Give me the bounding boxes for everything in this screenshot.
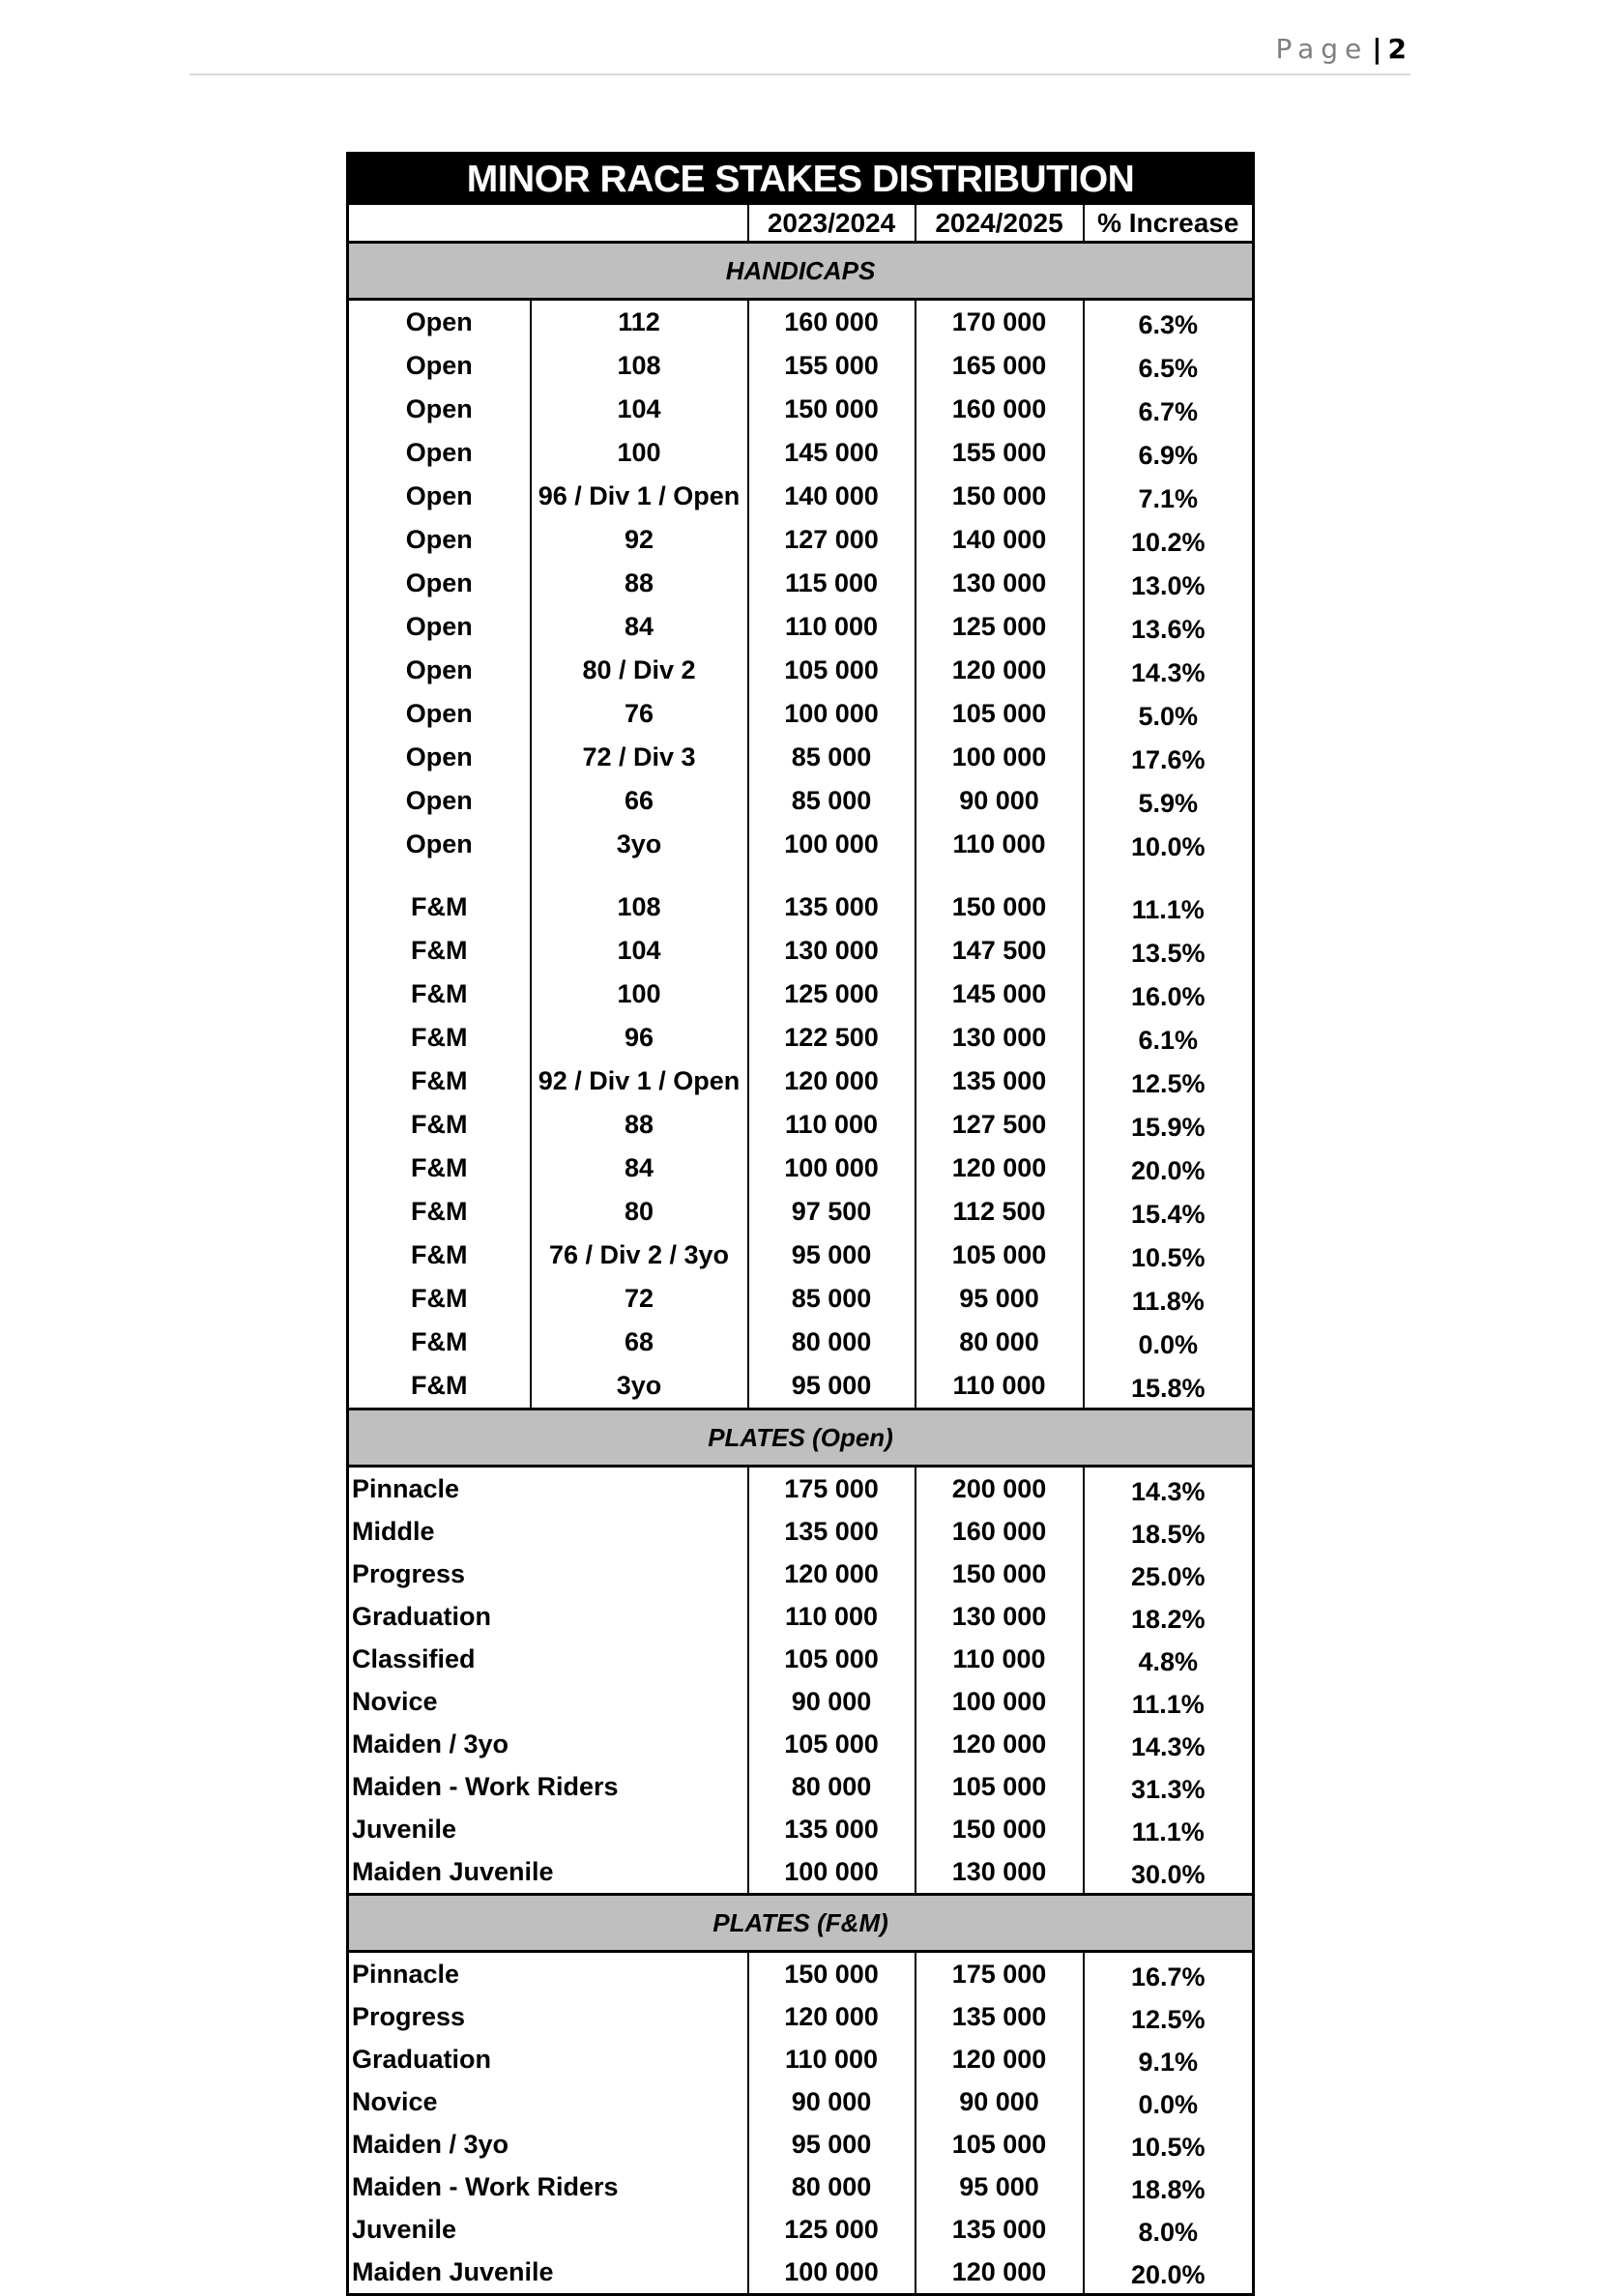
- stake-2023-2024-cell: 95 000: [748, 1234, 916, 1277]
- table-body: [348, 154, 1254, 2295]
- plate-row-fm: [348, 2208, 1254, 2251]
- plate-name-cell: Progress: [352, 1559, 466, 1588]
- rating-cell: 108: [531, 886, 748, 929]
- plate-row-fm: [348, 2251, 1254, 2295]
- stakes-distribution-table: [346, 152, 1255, 2296]
- stake-2023-2024-cell: 80 000: [748, 1321, 916, 1364]
- stake-2024-2025-cell: 150 000: [916, 475, 1084, 518]
- race-type-cell: F&M: [411, 1066, 468, 1095]
- race-type-cell: Open: [405, 699, 473, 728]
- race-type-cell: F&M: [411, 1327, 468, 1356]
- handicap-row-open: [348, 388, 1254, 431]
- handicap-row-open: [348, 823, 1254, 866]
- plate-row-fm: [348, 1995, 1254, 2038]
- rating-cell: 92 / Div 1 / Open: [531, 1060, 748, 1103]
- stake-2024-2025-cell: 110 000: [916, 1638, 1084, 1680]
- race-type-cell: Open: [405, 481, 473, 510]
- plate-name-cell: Pinnacle: [352, 1960, 460, 1989]
- race-type-cell: Open: [405, 655, 473, 684]
- race-type-cell: Open: [405, 568, 473, 597]
- stake-2024-2025-cell: 135 000: [916, 1060, 1084, 1103]
- stake-2024-2025-cell: 130 000: [916, 1595, 1084, 1638]
- rating-cell: 88: [531, 1103, 748, 1147]
- race-type-cell: F&M: [411, 979, 468, 1008]
- stake-2024-2025-cell: 80 000: [916, 1321, 1084, 1364]
- rating-cell: 72: [531, 1277, 748, 1321]
- section-heading-handicaps: HANDICAPS: [348, 243, 1254, 300]
- stake-2024-2025-cell: 200 000: [916, 1467, 1084, 1511]
- stake-2024-2025-cell: 112 500: [916, 1190, 1084, 1234]
- plate-row-open: [348, 1553, 1254, 1595]
- percent-increase-cell: 18.2%: [1084, 1595, 1254, 1638]
- percent-increase-cell: 11.1%: [1084, 886, 1254, 929]
- stake-2023-2024-cell: 135 000: [748, 1808, 916, 1850]
- rating-cell: 104: [531, 388, 748, 431]
- plate-name-cell: Maiden - Work Riders: [352, 1772, 619, 1801]
- stake-2023-2024-cell: 110 000: [748, 2038, 916, 2080]
- spacer-cell: [916, 866, 1084, 886]
- plate-row-open: [348, 1510, 1254, 1553]
- handicap-row-open: [348, 736, 1254, 779]
- percent-increase-cell: 15.8%: [1084, 1364, 1254, 1410]
- percent-increase-cell: 10.5%: [1084, 2123, 1254, 2165]
- race-type-cell: F&M: [411, 1284, 468, 1313]
- percent-increase-cell: 11.1%: [1084, 1808, 1254, 1850]
- percent-increase-cell: 10.0%: [1084, 823, 1254, 866]
- stake-2024-2025-cell: 120 000: [916, 2038, 1084, 2080]
- page-number-value: 2: [1387, 33, 1407, 65]
- stake-2023-2024-cell: 105 000: [748, 1723, 916, 1765]
- stake-2024-2025-cell: 105 000: [916, 2123, 1084, 2165]
- stake-2024-2025-cell: 90 000: [916, 2080, 1084, 2123]
- rating-cell: 92: [531, 518, 748, 562]
- percent-increase-cell: 25.0%: [1084, 1553, 1254, 1595]
- handicap-row-open: [348, 431, 1254, 475]
- stake-2023-2024-cell: 105 000: [748, 649, 916, 692]
- column-header-2024-2025: 2024/2025: [916, 205, 1084, 243]
- percent-increase-cell: 20.0%: [1084, 2251, 1254, 2295]
- percent-increase-cell: 0.0%: [1084, 2080, 1254, 2123]
- rating-cell: 112: [531, 300, 748, 345]
- rating-cell: 72 / Div 3: [531, 736, 748, 779]
- percent-increase-cell: 5.9%: [1084, 779, 1254, 823]
- rating-cell: 84: [531, 1147, 748, 1190]
- spacer-cell: [1084, 866, 1254, 886]
- column-header-row: [348, 205, 1254, 243]
- race-type-cell: Open: [405, 438, 473, 467]
- page-header: [189, 29, 1410, 75]
- stake-2023-2024-cell: 155 000: [748, 344, 916, 388]
- percent-increase-cell: 16.0%: [1084, 973, 1254, 1016]
- percent-increase-cell: 16.7%: [1084, 1952, 1254, 1996]
- stake-2024-2025-cell: 95 000: [916, 2165, 1084, 2208]
- stake-2023-2024-cell: 80 000: [748, 2165, 916, 2208]
- plate-row-open: [348, 1638, 1254, 1680]
- stake-2024-2025-cell: 130 000: [916, 562, 1084, 605]
- plate-name-cell: Maiden - Work Riders: [352, 2172, 619, 2201]
- rating-cell: 108: [531, 344, 748, 388]
- page-label: Page: [1275, 33, 1369, 65]
- rating-cell: 96: [531, 1016, 748, 1060]
- stake-2024-2025-cell: 130 000: [916, 1850, 1084, 1895]
- stake-2024-2025-cell: 165 000: [916, 344, 1084, 388]
- handicap-row-fm: [348, 1234, 1254, 1277]
- percent-increase-cell: 17.6%: [1084, 736, 1254, 779]
- rating-cell: 100: [531, 973, 748, 1016]
- plate-row-open: [348, 1723, 1254, 1765]
- stake-2023-2024-cell: 100 000: [748, 1147, 916, 1190]
- race-type-cell: F&M: [411, 892, 468, 921]
- rating-cell: 84: [531, 605, 748, 649]
- plate-row-open: [348, 1808, 1254, 1850]
- percent-increase-cell: 14.3%: [1084, 1467, 1254, 1511]
- stake-2023-2024-cell: 85 000: [748, 1277, 916, 1321]
- percent-increase-cell: 13.6%: [1084, 605, 1254, 649]
- stake-2023-2024-cell: 125 000: [748, 2208, 916, 2251]
- race-type-cell: F&M: [411, 1153, 468, 1182]
- stake-2023-2024-cell: 120 000: [748, 1995, 916, 2038]
- spacer-cell: [348, 866, 531, 886]
- column-header-2023-2024: 2023/2024: [748, 205, 916, 243]
- handicap-row-fm: [348, 1016, 1254, 1060]
- rating-cell: 100: [531, 431, 748, 475]
- handicap-row-open: [348, 344, 1254, 388]
- stake-2024-2025-cell: 135 000: [916, 2208, 1084, 2251]
- stake-2024-2025-cell: 140 000: [916, 518, 1084, 562]
- stake-2024-2025-cell: 90 000: [916, 779, 1084, 823]
- stake-2024-2025-cell: 155 000: [916, 431, 1084, 475]
- stake-2023-2024-cell: 120 000: [748, 1553, 916, 1595]
- stake-2023-2024-cell: 110 000: [748, 605, 916, 649]
- percent-increase-cell: 30.0%: [1084, 1850, 1254, 1895]
- percent-increase-cell: 20.0%: [1084, 1147, 1254, 1190]
- stake-2024-2025-cell: 175 000: [916, 1952, 1084, 1996]
- stake-2023-2024-cell: 100 000: [748, 2251, 916, 2295]
- stake-2023-2024-cell: 80 000: [748, 1765, 916, 1808]
- percent-increase-cell: 14.3%: [1084, 649, 1254, 692]
- percent-increase-cell: 11.8%: [1084, 1277, 1254, 1321]
- stake-2023-2024-cell: 160 000: [748, 300, 916, 345]
- percent-increase-cell: 18.5%: [1084, 1510, 1254, 1553]
- stake-2023-2024-cell: 85 000: [748, 779, 916, 823]
- plate-row-open: [348, 1595, 1254, 1638]
- stake-2023-2024-cell: 135 000: [748, 1510, 916, 1553]
- group-spacer-row: [348, 866, 1254, 886]
- percent-increase-cell: 12.5%: [1084, 1995, 1254, 2038]
- title-row: [348, 154, 1254, 206]
- stake-2023-2024-cell: 120 000: [748, 1060, 916, 1103]
- stake-2024-2025-cell: 100 000: [916, 736, 1084, 779]
- percent-increase-cell: 13.0%: [1084, 562, 1254, 605]
- stake-2023-2024-cell: 100 000: [748, 1850, 916, 1895]
- section-header-row-plates-fm: [348, 1895, 1254, 1952]
- page-number: [1275, 33, 1407, 66]
- section-heading-plates-open: PLATES (Open): [348, 1410, 1254, 1467]
- percent-increase-cell: 6.7%: [1084, 388, 1254, 431]
- stake-2024-2025-cell: 170 000: [916, 300, 1084, 345]
- percent-increase-cell: 4.8%: [1084, 1638, 1254, 1680]
- stake-2024-2025-cell: 135 000: [916, 1995, 1084, 2038]
- stake-2023-2024-cell: 95 000: [748, 1364, 916, 1410]
- percent-increase-cell: 14.3%: [1084, 1723, 1254, 1765]
- handicap-row-fm: [348, 1060, 1254, 1103]
- spacer-cell: [531, 866, 748, 886]
- plate-name-cell: Graduation: [352, 2045, 492, 2074]
- stake-2023-2024-cell: 115 000: [748, 562, 916, 605]
- percent-increase-cell: 6.5%: [1084, 344, 1254, 388]
- race-type-cell: Open: [405, 525, 473, 554]
- percent-increase-cell: 10.5%: [1084, 1234, 1254, 1277]
- rating-cell: 104: [531, 929, 748, 973]
- stake-2023-2024-cell: 150 000: [748, 1952, 916, 1996]
- plate-name-cell: Juvenile: [352, 2215, 457, 2244]
- plate-name-cell: Maiden / 3yo: [352, 2130, 509, 2159]
- plate-row-open: [348, 1680, 1254, 1723]
- stake-2024-2025-cell: 110 000: [916, 1364, 1084, 1410]
- spacer-cell: [748, 866, 916, 886]
- race-type-cell: Open: [405, 612, 473, 641]
- stake-2023-2024-cell: 110 000: [748, 1103, 916, 1147]
- plate-name-cell: Progress: [352, 2002, 466, 2031]
- plate-name-cell: Juvenile: [352, 1815, 457, 1844]
- plate-row-fm: [348, 2038, 1254, 2080]
- stake-2024-2025-cell: 120 000: [916, 1147, 1084, 1190]
- stake-2023-2024-cell: 140 000: [748, 475, 916, 518]
- stake-2024-2025-cell: 120 000: [916, 1723, 1084, 1765]
- handicap-row-open: [348, 649, 1254, 692]
- stake-2024-2025-cell: 120 000: [916, 649, 1084, 692]
- percent-increase-cell: 10.2%: [1084, 518, 1254, 562]
- race-type-cell: Open: [405, 394, 473, 423]
- handicap-row-fm: [348, 1103, 1254, 1147]
- handicap-row-fm: [348, 1147, 1254, 1190]
- stake-2023-2024-cell: 150 000: [748, 388, 916, 431]
- plate-row-fm: [348, 2080, 1254, 2123]
- handicap-row-fm: [348, 1364, 1254, 1410]
- race-type-cell: Open: [405, 786, 473, 815]
- plate-name-cell: Graduation: [352, 1602, 492, 1631]
- plate-name-cell: Maiden / 3yo: [352, 1729, 509, 1758]
- stake-2024-2025-cell: 130 000: [916, 1016, 1084, 1060]
- percent-increase-cell: 6.1%: [1084, 1016, 1254, 1060]
- plate-row-fm: [348, 2165, 1254, 2208]
- plate-row-open: [348, 1467, 1254, 1511]
- stake-2023-2024-cell: 125 000: [748, 973, 916, 1016]
- stake-2024-2025-cell: 160 000: [916, 388, 1084, 431]
- handicap-row-fm: [348, 1190, 1254, 1234]
- percent-increase-cell: 12.5%: [1084, 1060, 1254, 1103]
- handicap-row-open: [348, 779, 1254, 823]
- stake-2023-2024-cell: 90 000: [748, 1680, 916, 1723]
- stake-2024-2025-cell: 105 000: [916, 1234, 1084, 1277]
- handicap-row-fm: [348, 929, 1254, 973]
- rating-cell: 3yo: [531, 823, 748, 866]
- stake-2024-2025-cell: 150 000: [916, 1808, 1084, 1850]
- rating-cell: 68: [531, 1321, 748, 1364]
- stake-2024-2025-cell: 150 000: [916, 886, 1084, 929]
- race-type-cell: Open: [405, 829, 473, 858]
- stake-2023-2024-cell: 135 000: [748, 886, 916, 929]
- percent-increase-cell: 0.0%: [1084, 1321, 1254, 1364]
- rating-cell: 3yo: [531, 1364, 748, 1410]
- stake-2023-2024-cell: 90 000: [748, 2080, 916, 2123]
- table-title: MINOR RACE STAKES DISTRIBUTION: [348, 154, 1254, 206]
- plate-row-fm: [348, 2123, 1254, 2165]
- handicap-row-fm: [348, 886, 1254, 929]
- race-type-cell: Open: [405, 351, 473, 380]
- stake-2024-2025-cell: 95 000: [916, 1277, 1084, 1321]
- percent-increase-cell: 18.8%: [1084, 2165, 1254, 2208]
- section-heading-plates-fm: PLATES (F&M): [348, 1895, 1254, 1952]
- race-type-cell: F&M: [411, 1197, 468, 1226]
- stake-2023-2024-cell: 127 000: [748, 518, 916, 562]
- handicap-row-open: [348, 562, 1254, 605]
- plate-row-fm: [348, 1952, 1254, 1996]
- percent-increase-cell: 15.4%: [1084, 1190, 1254, 1234]
- race-type-cell: F&M: [411, 1240, 468, 1269]
- rating-cell: 76 / Div 2 / 3yo: [531, 1234, 748, 1277]
- plate-name-cell: Maiden Juvenile: [352, 1857, 554, 1886]
- section-header-row-handicaps: [348, 243, 1254, 300]
- percent-increase-cell: 7.1%: [1084, 475, 1254, 518]
- rating-cell: 80 / Div 2: [531, 649, 748, 692]
- stake-2023-2024-cell: 105 000: [748, 1638, 916, 1680]
- stake-2023-2024-cell: 145 000: [748, 431, 916, 475]
- stake-2024-2025-cell: 160 000: [916, 1510, 1084, 1553]
- page-separator: |: [1372, 33, 1382, 65]
- stake-2024-2025-cell: 110 000: [916, 823, 1084, 866]
- percent-increase-cell: 5.0%: [1084, 692, 1254, 736]
- plate-name-cell: Novice: [352, 2087, 438, 2116]
- stake-2024-2025-cell: 100 000: [916, 1680, 1084, 1723]
- stake-2023-2024-cell: 175 000: [748, 1467, 916, 1511]
- rating-cell: 80: [531, 1190, 748, 1234]
- percent-increase-cell: 8.0%: [1084, 2208, 1254, 2251]
- stake-2023-2024-cell: 122 500: [748, 1016, 916, 1060]
- handicap-row-open: [348, 518, 1254, 562]
- handicap-row-open: [348, 692, 1254, 736]
- stake-2024-2025-cell: 125 000: [916, 605, 1084, 649]
- plate-name-cell: Classified: [352, 1644, 476, 1673]
- race-type-cell: F&M: [411, 1110, 468, 1139]
- percent-increase-cell: 13.5%: [1084, 929, 1254, 973]
- stake-2023-2024-cell: 85 000: [748, 736, 916, 779]
- rating-cell: 96 / Div 1 / Open: [531, 475, 748, 518]
- stake-2024-2025-cell: 105 000: [916, 1765, 1084, 1808]
- handicap-row-fm: [348, 973, 1254, 1016]
- handicap-row-open: [348, 475, 1254, 518]
- stake-2023-2024-cell: 130 000: [748, 929, 916, 973]
- race-type-cell: F&M: [411, 936, 468, 965]
- stake-2024-2025-cell: 145 000: [916, 973, 1084, 1016]
- section-header-row-plates-open: [348, 1410, 1254, 1467]
- stake-2023-2024-cell: 97 500: [748, 1190, 916, 1234]
- stake-2024-2025-cell: 120 000: [916, 2251, 1084, 2295]
- handicap-row-fm: [348, 1321, 1254, 1364]
- race-type-cell: F&M: [411, 1371, 468, 1400]
- percent-increase-cell: 31.3%: [1084, 1765, 1254, 1808]
- race-type-cell: Open: [405, 742, 473, 771]
- column-header-blank: [348, 205, 748, 243]
- stake-2023-2024-cell: 110 000: [748, 1595, 916, 1638]
- plate-row-open: [348, 1850, 1254, 1895]
- handicap-row-open: [348, 300, 1254, 345]
- stake-2023-2024-cell: 95 000: [748, 2123, 916, 2165]
- rating-cell: 88: [531, 562, 748, 605]
- stake-2024-2025-cell: 127 500: [916, 1103, 1084, 1147]
- handicap-row-open: [348, 605, 1254, 649]
- rating-cell: 76: [531, 692, 748, 736]
- stake-2023-2024-cell: 100 000: [748, 823, 916, 866]
- percent-increase-cell: 6.9%: [1084, 431, 1254, 475]
- percent-increase-cell: 9.1%: [1084, 2038, 1254, 2080]
- percent-increase-cell: 15.9%: [1084, 1103, 1254, 1147]
- plate-row-open: [348, 1765, 1254, 1808]
- stake-2023-2024-cell: 100 000: [748, 692, 916, 736]
- plate-name-cell: Middle: [352, 1517, 435, 1546]
- percent-increase-cell: 11.1%: [1084, 1680, 1254, 1723]
- plate-name-cell: Novice: [352, 1687, 438, 1716]
- plate-name-cell: Pinnacle: [352, 1474, 460, 1503]
- percent-increase-cell: 6.3%: [1084, 300, 1254, 345]
- column-header-percent-increase: % Increase: [1084, 205, 1254, 243]
- handicap-row-fm: [348, 1277, 1254, 1321]
- plate-name-cell: Maiden Juvenile: [352, 2257, 554, 2286]
- stake-2024-2025-cell: 105 000: [916, 692, 1084, 736]
- race-type-cell: F&M: [411, 1023, 468, 1052]
- rating-cell: 66: [531, 779, 748, 823]
- race-type-cell: Open: [405, 307, 473, 336]
- stake-2024-2025-cell: 150 000: [916, 1553, 1084, 1595]
- stake-2024-2025-cell: 147 500: [916, 929, 1084, 973]
